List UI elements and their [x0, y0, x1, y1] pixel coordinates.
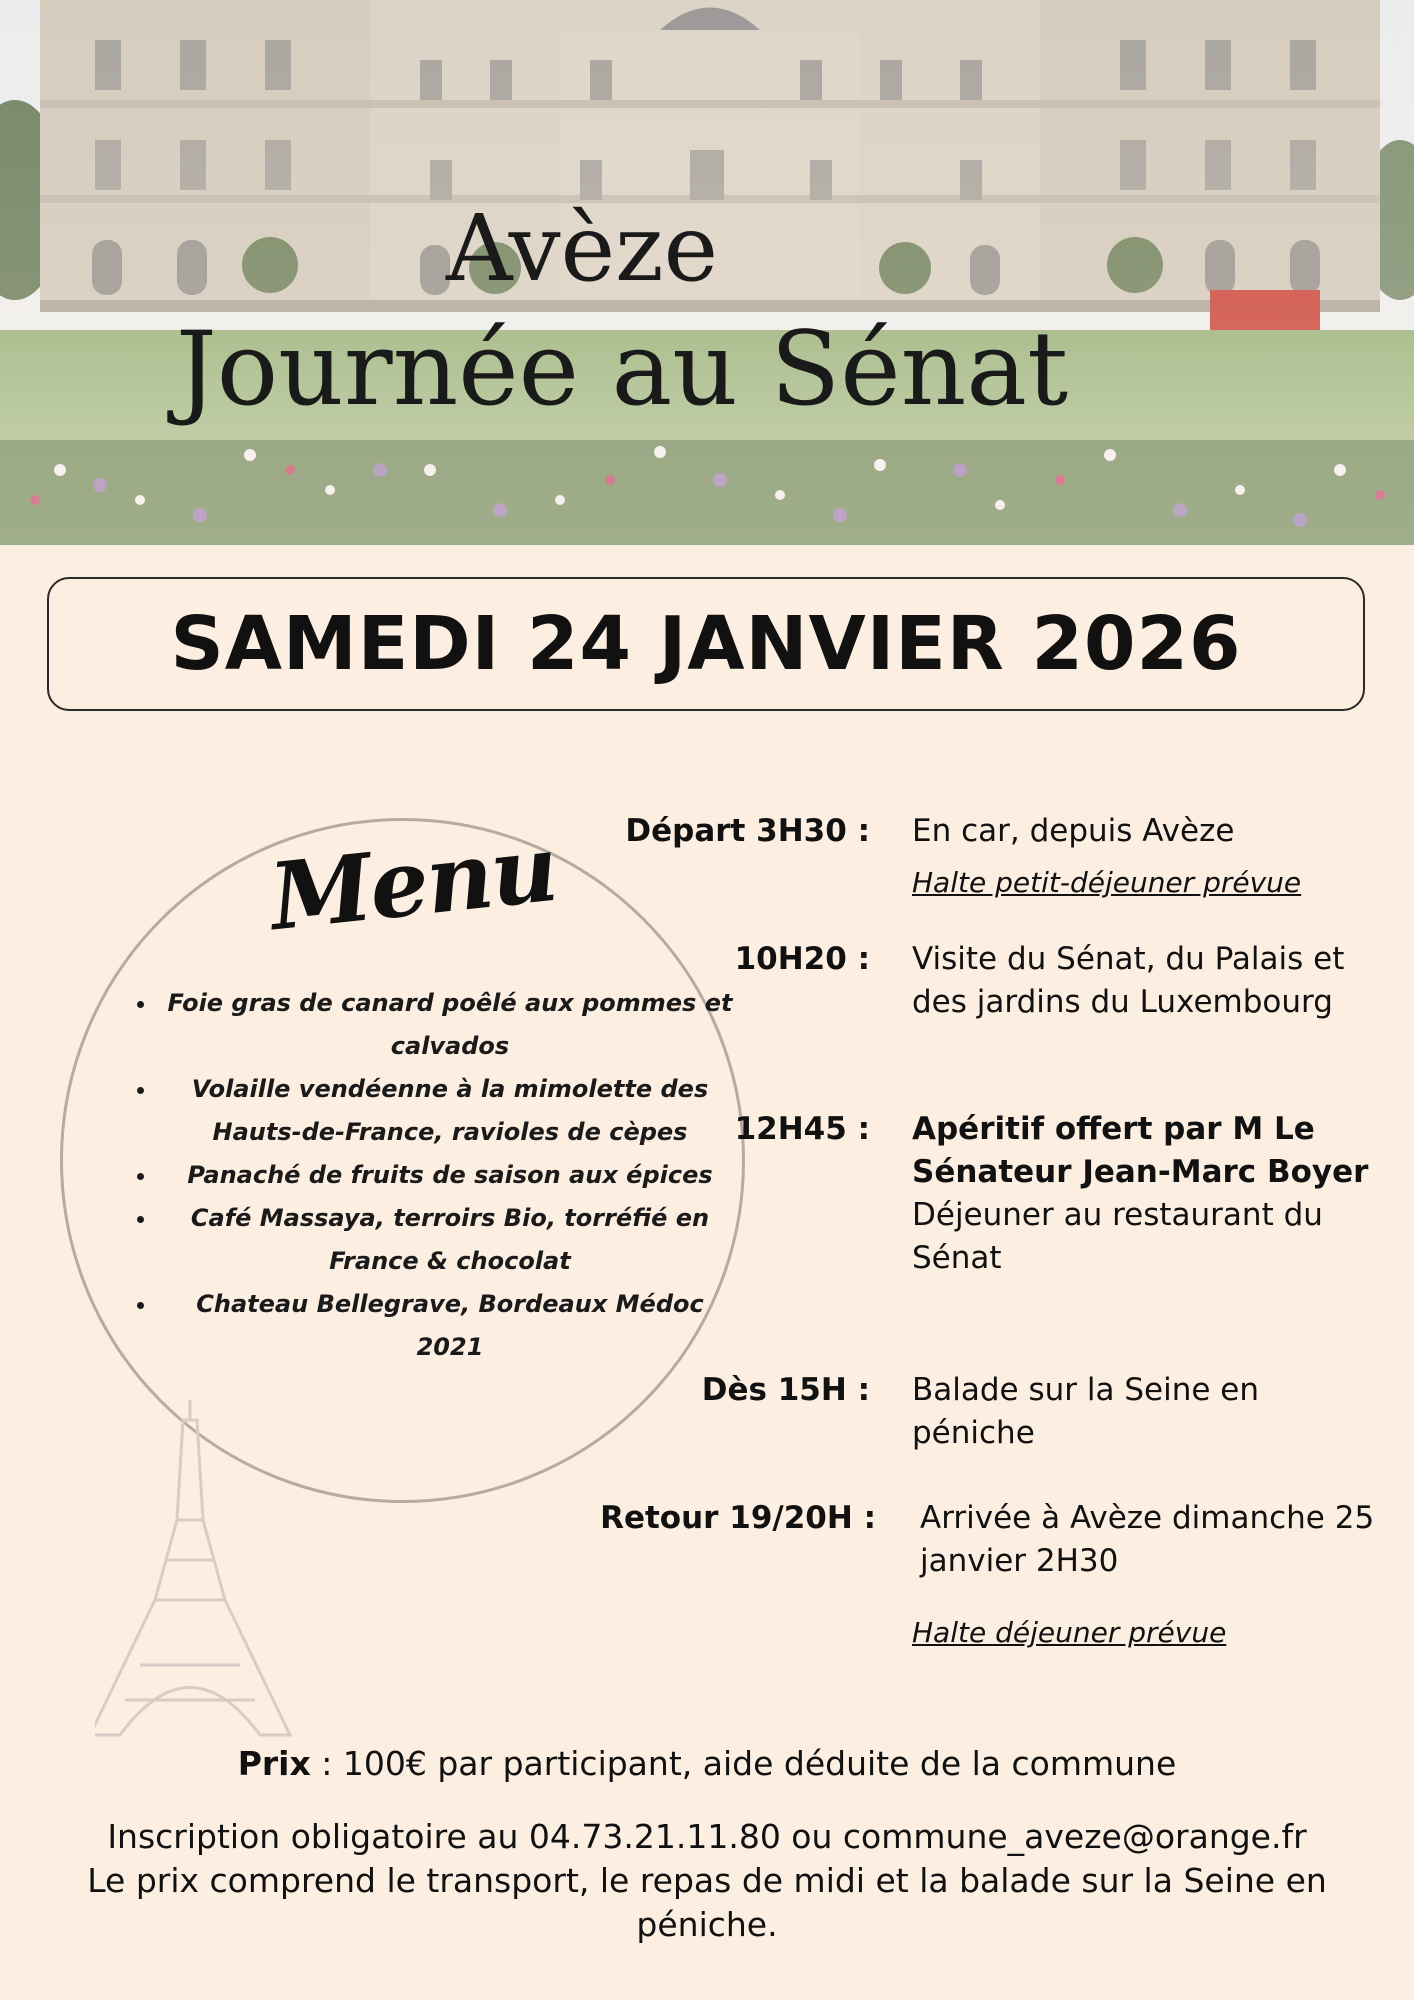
menu-item: • Volaille vendéenne à la mimolette des Hauts-de-France, ravioles de cèpes: [158, 1068, 738, 1154]
schedule-desc: Visite du Sénat, du Palais et des jardins du Luxembourg: [912, 941, 1345, 1020]
schedule-time: 12H45 :: [734, 1111, 870, 1147]
town-title: Avèze: [445, 195, 719, 302]
schedule-desc: Apéritif offert par M Le Sénateur Jean-Marc Boyer Déjeuner au restaurant du Sénat: [912, 1111, 1369, 1276]
schedule-desc: Balade sur la Seine en péniche: [912, 1372, 1259, 1451]
schedule-note: Halte petit-déjeuner prévue: [912, 866, 1302, 899]
schedule-note: Halte déjeuner prévue: [912, 1616, 1227, 1649]
event-date: SAMEDI 24 JANVIER 2026: [47, 577, 1365, 711]
hero-photo: [0, 0, 1414, 545]
eiffel-tower-icon: [95, 1400, 305, 1740]
schedule-desc: Arrivée à Avèze dimanche 25 janvier 2H30 Halte déjeuner prévue: [920, 1497, 1380, 1654]
menu-item: • Panaché de fruits de saison aux épices: [158, 1154, 738, 1197]
schedule-time: Dès 15H :: [701, 1372, 870, 1408]
schedule-time: Départ 3H30 :: [625, 813, 870, 849]
price-label: Prix: [237, 1744, 311, 1783]
menu-item: • Café Massaya, terroirs Bio, torréfié en France & chocolat: [158, 1197, 738, 1283]
schedule-highlight: Apéritif offert par M Le Sénateur Jean-Marc Boyer: [912, 1111, 1369, 1190]
inclusions-line: Le prix comprend le transport, le repas de midi et la balade sur la Seine en péniche.: [87, 1861, 1327, 1944]
schedule-time: 10H20 :: [734, 941, 870, 977]
menu-item: • Foie gras de canard poêlé aux pommes et calvados: [158, 982, 738, 1068]
footer-info: [40, 1815, 1374, 1947]
price-text: : 100€ par participant, aide déduite de la commune: [310, 1744, 1177, 1783]
menu-title: Menu: [265, 813, 561, 952]
schedule-desc: En car, depuis Avèze Halte petit-déjeuner prévue: [912, 810, 1372, 904]
page-title: Journée au Sénat: [175, 310, 1069, 429]
registration-line: Inscription obligatoire au 04.73.21.11.80 ou commune_aveze@orange.fr: [107, 1817, 1307, 1856]
menu-list: [118, 982, 738, 1369]
menu-item: • Chateau Bellegrave, Bordeaux Médoc 2021: [158, 1283, 738, 1369]
schedule-time: Retour 19/20H :: [600, 1500, 876, 1536]
price-line: [0, 1744, 1414, 1783]
